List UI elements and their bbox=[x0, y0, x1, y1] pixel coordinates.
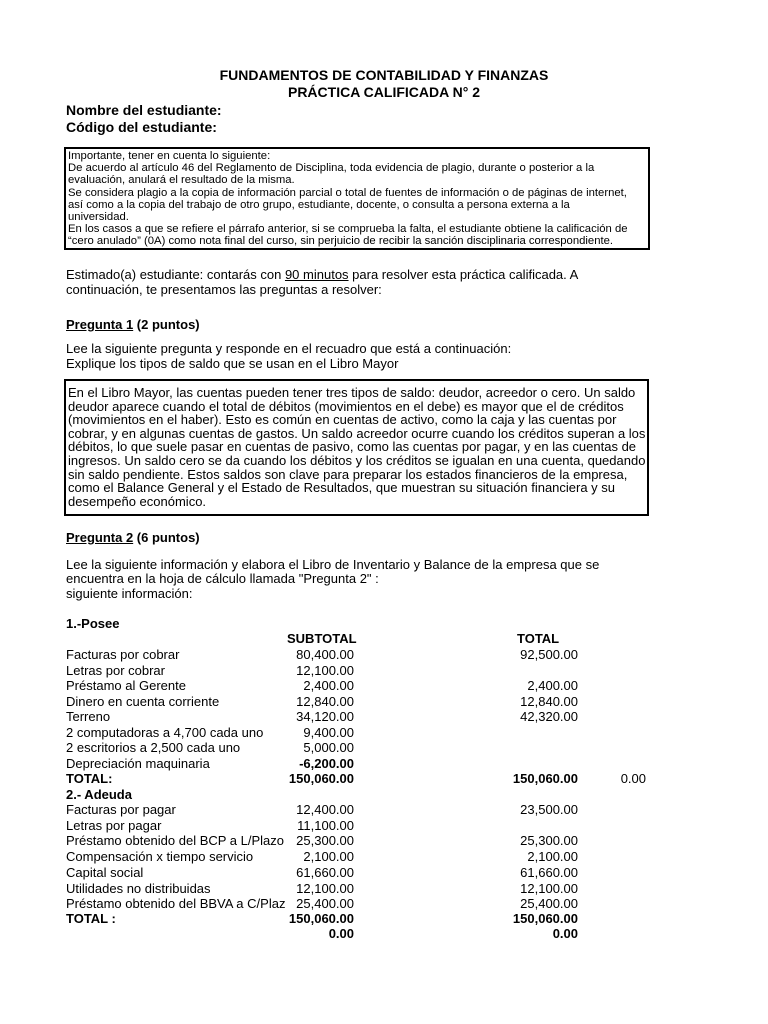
notice-line: En los casos a que se refiere el párrafo anterior, si se comprueba la falta, el estudiante obtiene la calificación de bbox=[68, 223, 628, 236]
total-header: TOTAL bbox=[517, 631, 560, 646]
row-label: Préstamo al Gerente bbox=[66, 678, 186, 693]
row-subtotal: 9,400.00 bbox=[303, 724, 354, 740]
row-subtotal: 80,400.00 bbox=[296, 647, 354, 662]
question-1-instruction: Lee la siguiente pregunta y responde en el recuadro que está a continuación: bbox=[66, 341, 512, 356]
row-total: 92,500.00 bbox=[520, 647, 578, 662]
question-2-line-1: Lee la siguiente información y elabora el Libro de Inventario y Balance de la empresa que se bbox=[66, 557, 600, 572]
answer-line: deudor aparece cuando el total de débitos (movimientos en el debe) es mayor que el de créditos bbox=[68, 398, 624, 414]
adeuda-total-total: 150,060.00 bbox=[512, 911, 578, 926]
document-title: FUNDAMENTOS DE CONTABILIDAD Y FINANZAS bbox=[219, 67, 549, 83]
notice-line: evaluación, anulará el resultado de la misma. bbox=[68, 174, 295, 187]
row-subtotal: 2,100.00 bbox=[303, 849, 354, 865]
notice-line: “cero anulado” (0A) como nota final del curso, sin perjuicio de recibir la sanción disciplinaria correspondiente. bbox=[68, 235, 614, 248]
row-label: Terreno bbox=[66, 709, 111, 724]
row-total: 23,500.00 bbox=[520, 802, 578, 817]
row-subtotal: 12,840.00 bbox=[296, 693, 354, 709]
row-subtotal: 5,000.00 bbox=[303, 740, 354, 755]
final-total: 0.00 bbox=[552, 926, 578, 941]
answer-line: ingresos. Un saldo cero se da cuando los débitos y los créditos se igualan en una cuenta, quedando bbox=[68, 452, 646, 468]
row-total: 12,100.00 bbox=[520, 880, 578, 896]
row-subtotal: 25,400.00 bbox=[296, 896, 354, 912]
row-label: Letras por pagar bbox=[66, 817, 162, 833]
intro-line-1 bbox=[66, 267, 578, 282]
row-subtotal: -6,200.00 bbox=[299, 755, 354, 771]
row-total: 42,320.00 bbox=[520, 709, 578, 724]
row-label: Utilidades no distribuidas bbox=[66, 880, 211, 896]
row-label: 2 computadoras a 4,700 cada uno bbox=[66, 724, 264, 740]
posee-total-total: 150,060.00 bbox=[512, 771, 578, 786]
question-1-answer-box[interactable] bbox=[64, 379, 649, 516]
intro-line-2: continuación, te presentamos las preguntas a resolver: bbox=[66, 282, 382, 297]
row-label: Compensación x tiempo servicio bbox=[66, 849, 254, 865]
section-posee-title: 1.-Posee bbox=[66, 616, 120, 631]
row-label: 2 escritorios a 2,500 cada uno bbox=[66, 740, 241, 755]
answer-line: cobrar, y en algunas cuentas de gastos. Un saldo acreedor ocurre cuando los créditos superan a los bbox=[68, 425, 646, 441]
row-label: Letras por cobrar bbox=[66, 662, 165, 678]
answer-line: débitos, lo que suele pasar en cuentas de pasivo, como las cuentas por pagar, y en las cuentas de bbox=[68, 439, 637, 455]
plagiarism-notice bbox=[64, 147, 650, 250]
row-label: Depreciación maquinaria bbox=[66, 755, 210, 771]
adeuda-total-label: TOTAL : bbox=[66, 911, 116, 926]
question-2-label: Pregunta 2 bbox=[66, 530, 134, 545]
answer-line: En el Libro Mayor, las cuentas pueden tener tres tipos de saldo: deudor, acreedor o cero. Un saldo bbox=[68, 385, 636, 400]
student-name-label: Nombre del estudiante: bbox=[66, 102, 222, 118]
intro-text: Estimado(a) estudiante: contarás con bbox=[66, 267, 285, 282]
notice-line: Importante, tener en cuenta lo siguiente: bbox=[68, 150, 271, 162]
section-adeuda-title: 2.- Adeuda bbox=[66, 787, 132, 802]
row-subtotal: 12,100.00 bbox=[296, 662, 354, 678]
row-total: 25,300.00 bbox=[520, 833, 578, 849]
row-label: Préstamo obtenido del BCP a L/Plazo bbox=[66, 833, 285, 849]
question-1-heading bbox=[66, 317, 200, 332]
notice-line: universidad. bbox=[68, 211, 129, 224]
intro-text: para resolver esta práctica calificada. A bbox=[348, 267, 579, 282]
notice-line: Se considera plagio a la copia de información parcial o total de fuentes de información o de páginas de internet, bbox=[68, 186, 627, 199]
row-total: 2,400.00 bbox=[527, 678, 578, 693]
question-2-heading bbox=[66, 530, 200, 545]
question-1-label: Pregunta 1 bbox=[66, 317, 134, 332]
row-subtotal: 12,400.00 bbox=[296, 802, 354, 817]
question-1-question: Explique los tipos de saldo que se usan en el Libro Mayor bbox=[66, 356, 399, 371]
question-2-line-2: encuentra en la hoja de cálculo llamada "Pregunta 2" : bbox=[66, 571, 379, 586]
posee-total-label: TOTAL: bbox=[66, 771, 113, 786]
question-2-line-3: siguiente información: bbox=[66, 586, 193, 601]
row-subtotal: 11,100.00 bbox=[297, 817, 354, 833]
row-label: Facturas por pagar bbox=[66, 802, 176, 817]
final-subtotal: 0.00 bbox=[328, 926, 354, 941]
question-2-points: (6 puntos) bbox=[133, 530, 200, 545]
question-1-points: (2 puntos) bbox=[133, 317, 200, 332]
answer-line: como el Balance General y el Estado de Resultados, que muestran su situación financiera y su bbox=[68, 480, 616, 496]
row-subtotal: 34,120.00 bbox=[296, 709, 354, 724]
row-label: Capital social bbox=[66, 864, 144, 880]
row-subtotal: 12,100.00 bbox=[296, 880, 354, 896]
answer-line: (movimientos en el haber). Esto es común en cuentas de activo, como la caja y las cuentas por bbox=[68, 412, 617, 428]
posee-total-diff: 0.00 bbox=[620, 771, 646, 786]
row-subtotal: 25,300.00 bbox=[296, 833, 354, 849]
row-subtotal: 61,660.00 bbox=[296, 864, 354, 880]
answer-line: sin saldo pendiente. Estos saldos son clave para preparar los estados financieros de la empresa, bbox=[68, 466, 628, 482]
document-subtitle: PRÁCTICA CALIFICADA N° 2 bbox=[287, 84, 480, 100]
answer-line: desempeño económico. bbox=[68, 493, 207, 509]
subtotal-header: SUBTOTAL bbox=[287, 631, 357, 646]
adeuda-total-subtotal: 150,060.00 bbox=[288, 911, 354, 926]
notice-line: De acuerdo al artículo 46 del Reglamento de Disciplina, toda evidencia de plagio, durante o posterior a la bbox=[68, 162, 595, 175]
notice-line: así como a la copia del trabajo de otro grupo, estudiante, docente, o consulta a persona externa a la bbox=[68, 198, 570, 211]
row-subtotal: 2,400.00 bbox=[303, 678, 354, 693]
intro-duration: 90 minutos bbox=[284, 267, 349, 282]
row-label: Préstamo obtenido del BBVA a C/Plaz bbox=[66, 896, 286, 912]
row-total: 2,100.00 bbox=[527, 849, 578, 865]
row-label: Dinero en cuenta corriente bbox=[66, 693, 220, 709]
row-label: Facturas por cobrar bbox=[66, 647, 180, 662]
row-total: 12,840.00 bbox=[520, 693, 578, 709]
row-total: 61,660.00 bbox=[520, 864, 578, 880]
posee-total-subtotal: 150,060.00 bbox=[288, 771, 354, 786]
student-code-label: Código del estudiante: bbox=[66, 119, 217, 135]
row-total: 25,400.00 bbox=[520, 896, 578, 912]
